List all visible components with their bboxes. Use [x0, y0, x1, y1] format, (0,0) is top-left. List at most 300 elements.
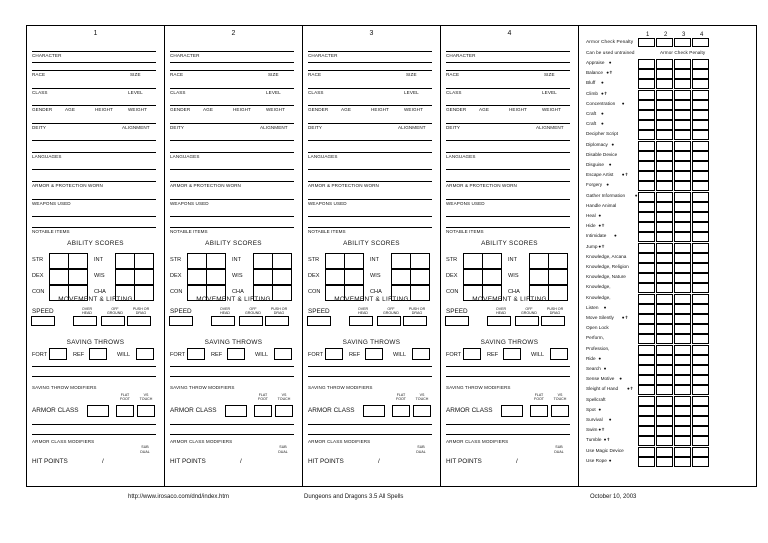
skill-score-cell[interactable] [692, 181, 709, 191]
flat-footed-box[interactable] [392, 405, 410, 417]
write-line[interactable] [170, 227, 294, 228]
skill-score-cell[interactable] [674, 253, 691, 263]
footer-url[interactable]: http://www.irosaco.com/dnd/index.htm [128, 494, 230, 500]
lifting-box[interactable] [487, 316, 511, 326]
write-line[interactable] [32, 216, 156, 217]
skill-score-cell[interactable] [674, 171, 691, 181]
write-line[interactable] [32, 376, 156, 377]
skill-score-cell[interactable] [692, 69, 709, 79]
skill-score-cell[interactable] [656, 212, 673, 222]
skill-score-cell[interactable] [656, 141, 673, 151]
skill-score-cell[interactable] [656, 192, 673, 202]
skill-score-cell[interactable] [674, 457, 691, 467]
skill-score-cell[interactable] [656, 375, 673, 385]
write-line[interactable] [446, 62, 570, 63]
skill-score-cell[interactable] [692, 79, 709, 89]
skill-score-cell[interactable] [674, 406, 691, 416]
write-line[interactable] [170, 434, 294, 435]
save-will-box[interactable] [136, 348, 154, 360]
write-line[interactable] [170, 199, 294, 200]
skill-score-cell[interactable] [656, 345, 673, 355]
write-line[interactable] [32, 169, 156, 170]
save-will-box[interactable] [274, 348, 292, 360]
ability-score-box[interactable] [391, 253, 411, 269]
ability-mod-box[interactable] [482, 269, 502, 285]
armor-class-box[interactable] [87, 405, 109, 417]
skill-score-cell[interactable] [656, 426, 673, 436]
skill-score-cell[interactable] [638, 100, 655, 110]
skill-score-cell[interactable] [674, 416, 691, 426]
skill-score-cell[interactable] [656, 355, 673, 365]
ability-score-box[interactable] [187, 253, 207, 269]
skill-score-cell[interactable] [674, 447, 691, 457]
flat-footed-box[interactable] [116, 405, 134, 417]
save-fort-box[interactable] [49, 348, 67, 360]
write-line[interactable] [308, 88, 432, 89]
skill-score-cell[interactable] [638, 416, 655, 426]
write-line[interactable] [446, 199, 570, 200]
ability-mod-box[interactable] [206, 269, 226, 285]
write-line[interactable] [446, 123, 570, 124]
skill-score-cell[interactable] [638, 304, 655, 314]
skill-header-cell[interactable] [674, 38, 691, 47]
skill-score-cell[interactable] [656, 334, 673, 344]
skill-score-cell[interactable] [692, 365, 709, 375]
skill-score-cell[interactable] [692, 90, 709, 100]
skill-score-cell[interactable] [638, 263, 655, 273]
skill-score-cell[interactable] [674, 202, 691, 212]
save-fort-box[interactable] [325, 348, 343, 360]
ability-mod-box[interactable] [68, 253, 88, 269]
lifting-box[interactable] [541, 316, 565, 326]
write-line[interactable] [308, 434, 432, 435]
skill-score-cell[interactable] [692, 232, 709, 242]
save-ref-box[interactable] [89, 348, 107, 360]
skill-score-cell[interactable] [638, 457, 655, 467]
skill-score-cell[interactable] [674, 304, 691, 314]
skill-score-cell[interactable] [692, 436, 709, 446]
skill-score-cell[interactable] [638, 334, 655, 344]
skill-score-cell[interactable] [656, 161, 673, 171]
skill-score-cell[interactable] [638, 365, 655, 375]
ability-score-box[interactable] [325, 269, 345, 285]
skill-score-cell[interactable] [656, 59, 673, 69]
ability-score-box[interactable] [49, 253, 69, 269]
write-line[interactable] [170, 169, 294, 170]
write-line[interactable] [446, 88, 570, 89]
skill-score-cell[interactable] [656, 324, 673, 334]
ability-score-box[interactable] [325, 253, 345, 269]
skill-score-cell[interactable] [656, 304, 673, 314]
skill-score-cell[interactable] [638, 59, 655, 69]
armor-class-box[interactable] [225, 405, 247, 417]
skill-score-cell[interactable] [674, 151, 691, 161]
skill-score-cell[interactable] [638, 79, 655, 89]
skill-score-cell[interactable] [656, 283, 673, 293]
skill-score-cell[interactable] [674, 79, 691, 89]
save-ref-box[interactable] [503, 348, 521, 360]
write-line[interactable] [32, 123, 156, 124]
write-line[interactable] [308, 62, 432, 63]
skill-score-cell[interactable] [656, 457, 673, 467]
write-line[interactable] [32, 199, 156, 200]
write-line[interactable] [446, 216, 570, 217]
skill-score-cell[interactable] [674, 90, 691, 100]
skill-score-cell[interactable] [638, 273, 655, 283]
write-line[interactable] [308, 376, 432, 377]
skill-score-cell[interactable] [674, 314, 691, 324]
skill-score-cell[interactable] [674, 141, 691, 151]
skill-score-cell[interactable] [692, 100, 709, 110]
write-line[interactable] [446, 434, 570, 435]
write-line[interactable] [308, 424, 432, 425]
skill-score-cell[interactable] [656, 79, 673, 89]
ability-score-box[interactable] [187, 269, 207, 285]
touch-box[interactable] [413, 405, 431, 417]
write-line[interactable] [170, 62, 294, 63]
ability-score-box[interactable] [529, 269, 549, 285]
skill-score-cell[interactable] [674, 192, 691, 202]
save-will-box[interactable] [412, 348, 430, 360]
skill-score-cell[interactable] [692, 243, 709, 253]
write-line[interactable] [308, 105, 432, 106]
skill-score-cell[interactable] [674, 324, 691, 334]
skill-score-cell[interactable] [692, 273, 709, 283]
skill-score-cell[interactable] [692, 304, 709, 314]
speed-box[interactable] [307, 316, 331, 326]
skill-score-cell[interactable] [692, 294, 709, 304]
skill-score-cell[interactable] [656, 263, 673, 273]
skill-score-cell[interactable] [692, 141, 709, 151]
skill-score-cell[interactable] [674, 263, 691, 273]
skill-score-cell[interactable] [638, 426, 655, 436]
skill-score-cell[interactable] [656, 110, 673, 120]
touch-box[interactable] [551, 405, 569, 417]
skill-score-cell[interactable] [656, 365, 673, 375]
ability-score-box[interactable] [463, 253, 483, 269]
skill-score-cell[interactable] [674, 120, 691, 130]
ability-score-box[interactable] [115, 269, 135, 285]
skill-score-cell[interactable] [638, 406, 655, 416]
skill-score-cell[interactable] [638, 222, 655, 232]
flat-footed-box[interactable] [254, 405, 272, 417]
skill-score-cell[interactable] [638, 212, 655, 222]
skill-score-cell[interactable] [674, 212, 691, 222]
write-line[interactable] [170, 51, 294, 52]
ability-mod-box[interactable] [410, 269, 430, 285]
skill-score-cell[interactable] [692, 406, 709, 416]
write-line[interactable] [308, 51, 432, 52]
skill-score-cell[interactable] [656, 294, 673, 304]
skill-score-cell[interactable] [656, 273, 673, 283]
lifting-box[interactable] [127, 316, 151, 326]
lifting-box[interactable] [73, 316, 97, 326]
lifting-box[interactable] [265, 316, 289, 326]
write-line[interactable] [170, 123, 294, 124]
skill-score-cell[interactable] [692, 314, 709, 324]
skill-score-cell[interactable] [674, 100, 691, 110]
speed-box[interactable] [31, 316, 55, 326]
skill-score-cell[interactable] [674, 345, 691, 355]
ability-mod-box[interactable] [548, 269, 568, 285]
skill-score-cell[interactable] [674, 69, 691, 79]
skill-score-cell[interactable] [638, 110, 655, 120]
skill-score-cell[interactable] [692, 345, 709, 355]
skill-header-cell[interactable] [692, 38, 709, 47]
ability-score-box[interactable] [253, 253, 273, 269]
write-line[interactable] [32, 62, 156, 63]
ability-score-box[interactable] [49, 269, 69, 285]
skill-score-cell[interactable] [656, 253, 673, 263]
write-line[interactable] [446, 227, 570, 228]
skill-score-cell[interactable] [638, 385, 655, 395]
skill-score-cell[interactable] [638, 314, 655, 324]
speed-box[interactable] [169, 316, 193, 326]
skill-score-cell[interactable] [692, 161, 709, 171]
ability-score-box[interactable] [463, 269, 483, 285]
skill-score-cell[interactable] [692, 375, 709, 385]
write-line[interactable] [32, 140, 156, 141]
write-line[interactable] [446, 424, 570, 425]
skill-score-cell[interactable] [656, 171, 673, 181]
skill-score-cell[interactable] [638, 171, 655, 181]
write-line[interactable] [446, 169, 570, 170]
skill-score-cell[interactable] [656, 120, 673, 130]
skill-score-cell[interactable] [674, 375, 691, 385]
skill-score-cell[interactable] [692, 426, 709, 436]
write-line[interactable] [32, 181, 156, 182]
skill-score-cell[interactable] [674, 334, 691, 344]
skill-score-cell[interactable] [656, 314, 673, 324]
skill-score-cell[interactable] [692, 120, 709, 130]
skill-score-cell[interactable] [638, 69, 655, 79]
write-line[interactable] [32, 105, 156, 106]
write-line[interactable] [170, 376, 294, 377]
skill-score-cell[interactable] [638, 436, 655, 446]
save-ref-box[interactable] [227, 348, 245, 360]
skill-score-cell[interactable] [692, 457, 709, 467]
skill-score-cell[interactable] [638, 294, 655, 304]
ability-mod-box[interactable] [410, 253, 430, 269]
write-line[interactable] [32, 70, 156, 71]
write-line[interactable] [308, 169, 432, 170]
ability-score-box[interactable] [391, 269, 411, 285]
skill-score-cell[interactable] [692, 110, 709, 120]
skill-score-cell[interactable] [674, 426, 691, 436]
write-line[interactable] [446, 140, 570, 141]
write-line[interactable] [308, 123, 432, 124]
write-line[interactable] [446, 51, 570, 52]
save-will-box[interactable] [550, 348, 568, 360]
skill-score-cell[interactable] [638, 120, 655, 130]
skill-score-cell[interactable] [638, 345, 655, 355]
skill-score-cell[interactable] [674, 355, 691, 365]
armor-class-box[interactable] [363, 405, 385, 417]
skill-score-cell[interactable] [692, 151, 709, 161]
skill-score-cell[interactable] [638, 243, 655, 253]
skill-score-cell[interactable] [692, 192, 709, 202]
write-line[interactable] [170, 70, 294, 71]
skill-score-cell[interactable] [692, 59, 709, 69]
write-line[interactable] [446, 105, 570, 106]
write-line[interactable] [32, 88, 156, 89]
ability-score-box[interactable] [253, 269, 273, 285]
skill-score-cell[interactable] [638, 90, 655, 100]
ability-mod-box[interactable] [482, 253, 502, 269]
skill-score-cell[interactable] [656, 90, 673, 100]
lifting-box[interactable] [377, 316, 401, 326]
write-line[interactable] [170, 88, 294, 89]
skill-score-cell[interactable] [692, 355, 709, 365]
lifting-box[interactable] [403, 316, 427, 326]
write-line[interactable] [308, 140, 432, 141]
skill-score-cell[interactable] [638, 355, 655, 365]
skill-score-cell[interactable] [656, 396, 673, 406]
skill-score-cell[interactable] [638, 161, 655, 171]
skill-score-cell[interactable] [656, 416, 673, 426]
armor-class-box[interactable] [501, 405, 523, 417]
skill-score-cell[interactable] [692, 416, 709, 426]
write-line[interactable] [32, 227, 156, 228]
ability-mod-box[interactable] [134, 269, 154, 285]
write-line[interactable] [308, 216, 432, 217]
skill-header-cell[interactable] [638, 38, 655, 47]
skill-score-cell[interactable] [692, 396, 709, 406]
skill-score-cell[interactable] [674, 161, 691, 171]
skill-score-cell[interactable] [656, 385, 673, 395]
touch-box[interactable] [137, 405, 155, 417]
lifting-box[interactable] [349, 316, 373, 326]
skill-score-cell[interactable] [656, 232, 673, 242]
write-line[interactable] [308, 181, 432, 182]
ability-mod-box[interactable] [272, 253, 292, 269]
skill-score-cell[interactable] [638, 253, 655, 263]
skill-score-cell[interactable] [692, 212, 709, 222]
skill-score-cell[interactable] [692, 334, 709, 344]
write-line[interactable] [32, 434, 156, 435]
skill-score-cell[interactable] [638, 283, 655, 293]
save-ref-box[interactable] [365, 348, 383, 360]
write-line[interactable] [446, 70, 570, 71]
skill-score-cell[interactable] [692, 130, 709, 140]
skill-score-cell[interactable] [674, 396, 691, 406]
write-line[interactable] [446, 181, 570, 182]
write-line[interactable] [308, 70, 432, 71]
skill-score-cell[interactable] [674, 283, 691, 293]
skill-score-cell[interactable] [674, 130, 691, 140]
skill-score-cell[interactable] [674, 436, 691, 446]
lifting-box[interactable] [515, 316, 539, 326]
write-line[interactable] [446, 376, 570, 377]
lifting-box[interactable] [101, 316, 125, 326]
skill-score-cell[interactable] [638, 130, 655, 140]
write-line[interactable] [170, 105, 294, 106]
skill-score-cell[interactable] [656, 130, 673, 140]
skill-score-cell[interactable] [638, 192, 655, 202]
skill-score-cell[interactable] [692, 447, 709, 457]
ability-mod-box[interactable] [68, 269, 88, 285]
skill-score-cell[interactable] [656, 436, 673, 446]
write-line[interactable] [446, 366, 570, 367]
skill-score-cell[interactable] [692, 263, 709, 273]
skill-score-cell[interactable] [656, 100, 673, 110]
skill-score-cell[interactable] [674, 222, 691, 232]
flat-footed-box[interactable] [530, 405, 548, 417]
write-line[interactable] [32, 152, 156, 153]
write-line[interactable] [170, 216, 294, 217]
skill-score-cell[interactable] [674, 365, 691, 375]
touch-box[interactable] [275, 405, 293, 417]
write-line[interactable] [308, 199, 432, 200]
write-line[interactable] [446, 152, 570, 153]
write-line[interactable] [170, 140, 294, 141]
skill-score-cell[interactable] [692, 253, 709, 263]
skill-score-cell[interactable] [638, 396, 655, 406]
skill-score-cell[interactable] [656, 243, 673, 253]
skill-score-cell[interactable] [638, 151, 655, 161]
skill-score-cell[interactable] [674, 294, 691, 304]
write-line[interactable] [170, 366, 294, 367]
skill-score-cell[interactable] [656, 222, 673, 232]
skill-score-cell[interactable] [656, 202, 673, 212]
save-fort-box[interactable] [187, 348, 205, 360]
save-fort-box[interactable] [463, 348, 481, 360]
skill-score-cell[interactable] [674, 110, 691, 120]
ability-mod-box[interactable] [344, 269, 364, 285]
skill-score-cell[interactable] [692, 324, 709, 334]
skill-score-cell[interactable] [674, 273, 691, 283]
ability-score-box[interactable] [115, 253, 135, 269]
write-line[interactable] [32, 366, 156, 367]
skill-score-cell[interactable] [656, 151, 673, 161]
ability-mod-box[interactable] [272, 269, 292, 285]
skill-score-cell[interactable] [656, 447, 673, 457]
skill-score-cell[interactable] [638, 375, 655, 385]
ability-mod-box[interactable] [344, 253, 364, 269]
write-line[interactable] [308, 227, 432, 228]
skill-score-cell[interactable] [674, 243, 691, 253]
skill-score-cell[interactable] [656, 181, 673, 191]
skill-score-cell[interactable] [656, 69, 673, 79]
write-line[interactable] [170, 424, 294, 425]
ability-score-box[interactable] [529, 253, 549, 269]
write-line[interactable] [308, 366, 432, 367]
skill-score-cell[interactable] [674, 385, 691, 395]
skill-score-cell[interactable] [638, 447, 655, 457]
lifting-box[interactable] [239, 316, 263, 326]
write-line[interactable] [32, 51, 156, 52]
skill-header-cell[interactable] [656, 38, 673, 47]
skill-score-cell[interactable] [674, 59, 691, 69]
skill-score-cell[interactable] [692, 171, 709, 181]
skill-score-cell[interactable] [674, 181, 691, 191]
write-line[interactable] [170, 181, 294, 182]
ability-mod-box[interactable] [548, 253, 568, 269]
ability-mod-box[interactable] [134, 253, 154, 269]
skill-score-cell[interactable] [656, 406, 673, 416]
write-line[interactable] [32, 424, 156, 425]
skill-score-cell[interactable] [638, 141, 655, 151]
skill-score-cell[interactable] [692, 202, 709, 212]
skill-score-cell[interactable] [692, 385, 709, 395]
skill-score-cell[interactable] [638, 324, 655, 334]
write-line[interactable] [308, 152, 432, 153]
lifting-box[interactable] [211, 316, 235, 326]
skill-score-cell[interactable] [692, 283, 709, 293]
skill-score-cell[interactable] [638, 232, 655, 242]
ability-mod-box[interactable] [206, 253, 226, 269]
speed-box[interactable] [445, 316, 469, 326]
